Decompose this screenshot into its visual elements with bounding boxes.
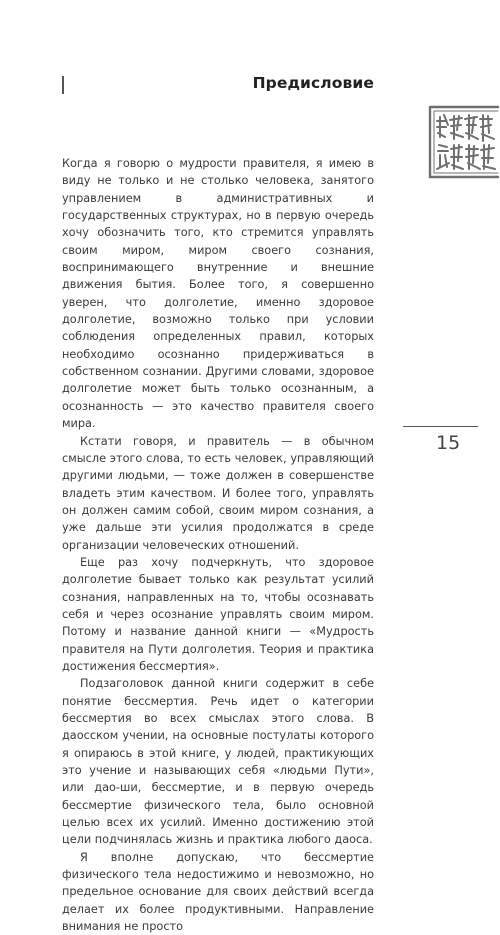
paragraph: Еще раз хочу подчеркнуть, что здоровое долголетие бывает только как результат усилий сознания, направленных на то, чтобы осознавать себя и через осознание управлять своим миром. Потому и название данной книги — «Мудрость правителя на Пути долголетия. Теория и практика достижения бессмертия». bbox=[62, 555, 374, 673]
paragraph: Кстати говоря, и правитель — в обычном смысле этого слова, то есть человек, управляющий другими людьми, — тоже должен в совершенстве владеть этим качеством. И более того, управлять он должен самим собой, своим миром сознания, а уже дальше эти усилия продолжатся в среде организации человеческих отношений. bbox=[62, 434, 374, 552]
body-text bbox=[62, 155, 374, 935]
seal-stamp-icon bbox=[424, 103, 500, 181]
page-number-rule bbox=[403, 426, 478, 427]
paragraph: Я вполне допускаю, что бессмертие физического тела недостижимо и невозможно, но предельное основание для своих действий всегда делает их более продуктивными. Направление внимания не просто bbox=[62, 850, 374, 934]
paragraph: Подзаголовок данной книги содержит в себе понятие бессмертия. Речь идет о категории бессмертия во всех смыслах этого слова. В даосском учении, на основные постулаты которого я опираюсь в этой книге, у людей, практикующих это учение и называющих себя «людьми Пути», или дао-ши, бессмертие, и в первую очередь бессмертие физического тела, было основной целью всех их усилий. Именно достижению этой цели подчинялась жизнь и практика любого даоса. bbox=[62, 677, 374, 847]
paragraph: Когда я говорю о мудрости правителя, я имею в виду не только и не столько человека, занятого управлением в административных и государственных структурах, но в первую очередь хочу обозначить того, кто стремится управлять своим миром, миром своего сознания, воспринимающего внутренние и внешние движения бытия. Более того, я совершенно уверен, что долголетие, именно здоровое долголетие, возможно только при условии соблюдения определенных правил, которых необходимо осознанно придерживаться в собственном сознании. Другими словами, здоровое долголетие может быть только осознанным, а осознанность — это качество правителя своего мира. bbox=[62, 157, 374, 431]
page-number: 15 bbox=[436, 432, 461, 454]
header-rule bbox=[62, 76, 64, 94]
chapter-title: Предисловие bbox=[252, 74, 374, 92]
